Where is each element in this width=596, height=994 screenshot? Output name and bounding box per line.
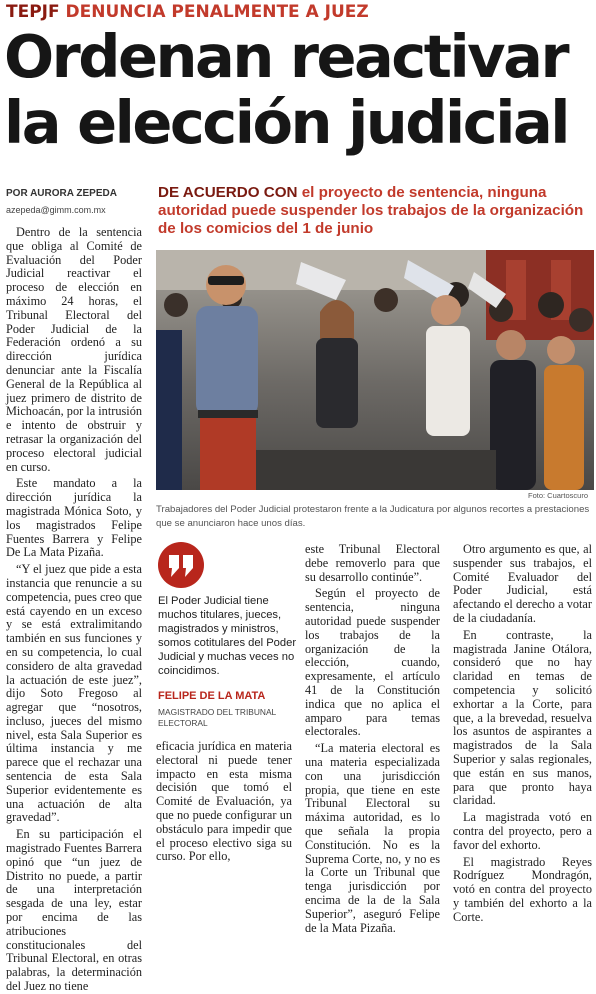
body-column-2 xyxy=(156,739,292,864)
kicker-topic: DENUNCIA PENALMENTE A JUEZ xyxy=(65,2,369,22)
paragraph: El magistrado Reyes Rodríguez Mondragón, votó en contra del proyecto y también del exhorto a la Corte. xyxy=(453,854,592,924)
byline: POR AURORA ZEPEDA xyxy=(6,188,117,199)
paragraph: Este mandato a la dirección jurídica la magistrada Mónica Soto, y los magistrados Felipe Fuentes Barrera y Felipe De La Mata Pizaña. xyxy=(6,476,142,560)
photo-caption: Trabajadores del Poder Judicial protestaron frente a la Judicatura por algunos recortes a prestaciones que se anunciaron hace unos días. xyxy=(156,504,590,529)
headline: Ordenan reactivar la elección judicial xyxy=(4,22,568,157)
deck-lead: DE ACUERDO CON xyxy=(158,184,298,201)
body-column-3 xyxy=(305,542,440,935)
photo-credit: Foto: Cuartoscuro xyxy=(528,491,589,500)
paragraph: “Y el juez que pide a esta instancia que renuncie a su competencia, pues creo que está cayendo en un exceso y se está extralimitando también en sus funciones y en su competencia, lo cual considero de alta gravedad la actuación de este juez”, dijo Soto Fregoso al agregar que “nosotros, incluso, jueces del mismo nivel, esta Sala Superior es última instancia y me parece que el rechazar una sentencia de esta Sala Superior evidentemente es una actuación de alta gravedad”. xyxy=(6,562,142,825)
quote-marks-icon xyxy=(158,542,204,588)
section-kicker xyxy=(6,2,369,24)
deck xyxy=(158,184,590,238)
paragraph: Según el proyecto de sentencia, ninguna autoridad puede suspender los trabajos de la organización de la elección, cuando, expresamente, el artículo 41 de la Constitución indica que no aplica el amparo para temas electorales. xyxy=(305,586,440,739)
kicker-section: TEPJF xyxy=(6,2,60,22)
paragraph: En su participación el magistrado Fuentes Barrera opinó que “un juez de Distrito no puede, a partir de una interpretación sesgada de una ley, estar por encima de las atribuciones constitucionales del Tribunal Electoral, en otras palabras, la determinación del Juez no tiene xyxy=(6,827,142,994)
body-column-1 xyxy=(6,225,142,994)
paragraph: Dentro de la sentencia que obliga al Comité de Evaluación del Poder Judicial reactivar el proceso de elección en máximo 24 horas, el Tribunal Electoral del Poder Judicial de la Federación ordenó a su dirección jurídica denunciar ante la Fiscalía General de la República al juez primero de distrito de Michoacán, por la intrusión e intento de obstruir y retrasar la organización del proceso electoral judicial en curso. xyxy=(6,225,142,474)
pull-quote-text: El Poder Judicial tiene muchos titulares, jueces, magistrados y ministros, somos cotitulares del Poder Judicial y muchas veces no coincidimos. xyxy=(158,595,297,677)
news-photo xyxy=(156,250,594,490)
paragraph: eficacia jurídica en materia electoral ni puede tener impacto en esta misma decisión que tomó el Comité de Evaluación, ya que no puede configurar un obstáculo para impedir que el proceso electivo siga su curso. Por ello, xyxy=(156,739,292,864)
paragraph: En contraste, la magistrada Janine Otálora, consideró que no hay claridad en temas de competencia y solicitó exhortar a la Corte, para que, a la brevedad, resuelva los asuntos de aspirantes a magistrados de la Sala Superior y salas regionales, que están en sus manos, para que pronto haya claridad. xyxy=(453,627,592,808)
deck-text: el proyecto de sentencia, ninguna autoridad puede suspender los trabajos de la organización de los comicios del 1 de junio xyxy=(158,184,584,237)
quote-glyph xyxy=(158,542,204,588)
paragraph: La magistrada votó en contra del proyecto, pero a favor del exhorto. xyxy=(453,810,592,852)
paragraph: “La materia electoral es una materia especializada con una jurisdicción propia, que tiene en este Tribunal Electoral su máxima autoridad, es lo que señala la propia Constitución. No es la Suprema Corte, no, y no es la Corte un Tribunal que tenga jurisdicción por encima de la de la Sala Superior”, aseguró Felipe de la Mata Pizaña. xyxy=(305,741,440,935)
pull-quote-name: FELIPE DE LA MATA xyxy=(158,690,266,702)
paragraph: este Tribunal Electoral debe removerlo para que su desarrollo continúe”. xyxy=(305,542,440,584)
paragraph: Otro argumento es que, al suspender sus trabajos, el Comité Evaluador del Poder Judicial, está afectando el derecho a votar de la ciudadanía. xyxy=(453,542,592,625)
pull-quote-role: MAGISTRADO DEL TRIBUNAL ELECTORAL xyxy=(158,707,276,728)
body-column-4 xyxy=(453,542,592,924)
protest-crowd-photo xyxy=(156,250,594,490)
author-email[interactable]: azepeda@gimm.com.mx xyxy=(6,205,106,215)
